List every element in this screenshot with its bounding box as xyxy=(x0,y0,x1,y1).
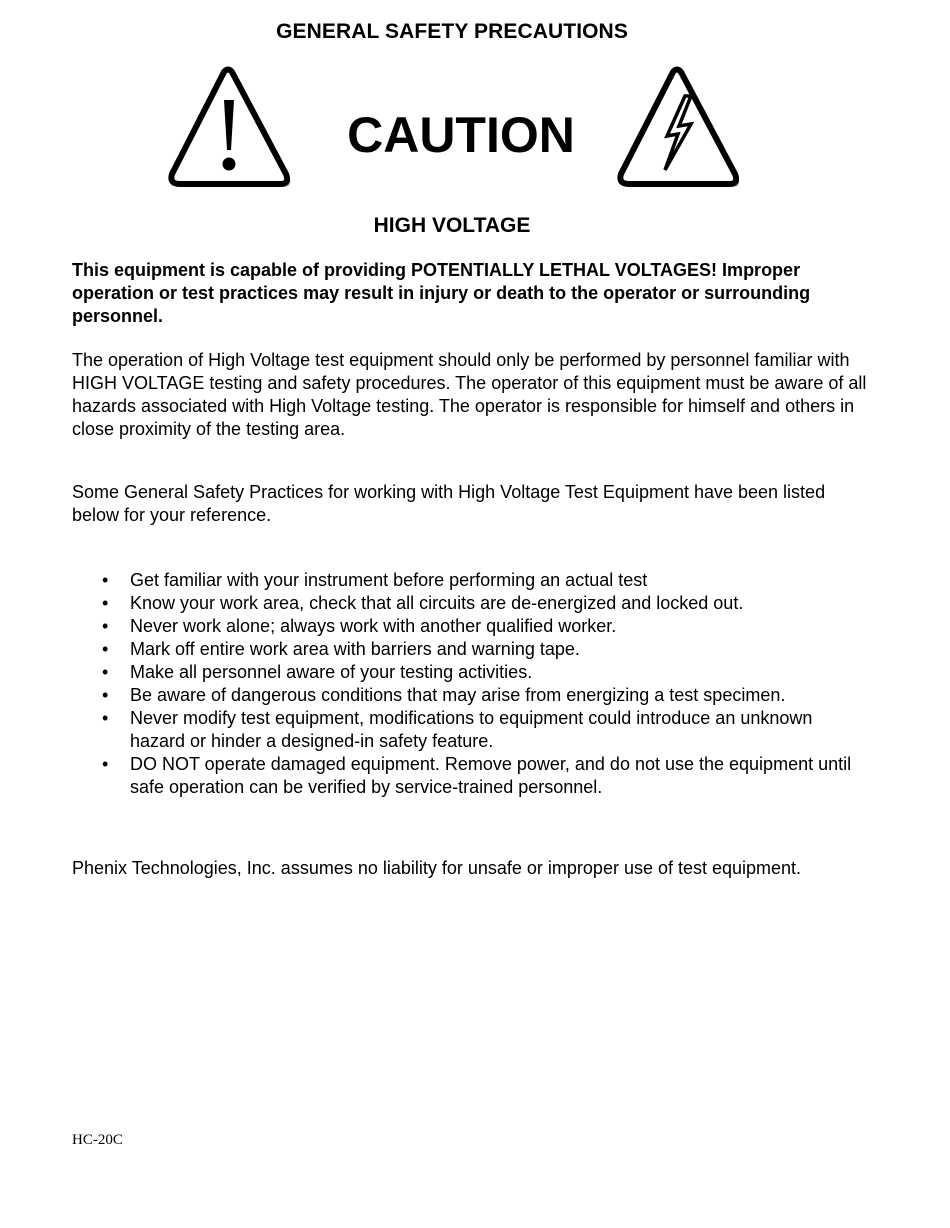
page-title: GENERAL SAFETY PRECAUTIONS xyxy=(276,20,628,43)
list-item-text: DO NOT operate damaged equipment. Remove power, and do not use the equipment until safe operation can be verified by service-trained personnel. xyxy=(130,754,852,797)
bullet-marker: • xyxy=(102,708,109,728)
exclamation-warning-triangle-icon xyxy=(166,66,292,188)
bullet-marker: • xyxy=(102,616,109,636)
list-item xyxy=(72,753,862,799)
list-item xyxy=(72,707,862,753)
list-item-text: Make all personnel aware of your testing activities. xyxy=(130,662,533,682)
bullet-marker: • xyxy=(102,570,109,590)
list-item-text: Never modify test equipment, modifications to equipment could introduce an unknown hazard or hinder a designed-in safety feature. xyxy=(130,708,813,751)
safety-practices-list xyxy=(72,569,862,799)
list-item xyxy=(72,661,862,684)
bullet-marker: • xyxy=(102,662,109,682)
list-item-text: Be aware of dangerous conditions that may arise from energizing a test specimen. xyxy=(130,685,786,705)
bullet-marker: • xyxy=(102,639,109,659)
list-item xyxy=(72,684,862,707)
list-item-text: Know your work area, check that all circuits are de-energized and locked out. xyxy=(130,593,744,613)
high-voltage-lightning-triangle-icon xyxy=(615,66,741,188)
bullet-marker: • xyxy=(102,754,109,774)
lethal-voltage-warning: This equipment is capable of providing POTENTIALLY LETHAL VOLTAGES! Improper operation or test practices may result in injury or death to the operator or surrounding personnel. xyxy=(72,260,811,326)
list-item-text: Mark off entire work area with barriers and warning tape. xyxy=(130,639,580,659)
list-item-text: Get familiar with your instrument before performing an actual test xyxy=(130,570,648,590)
list-item-text: Never work alone; always work with another qualified worker. xyxy=(130,616,617,636)
practices-intro-paragraph: Some General Safety Practices for working with High Voltage Test Equipment have been listed below for your reference. xyxy=(72,482,826,525)
document-code-footer: HC-20C xyxy=(72,1132,123,1148)
caution-label: CAUTION xyxy=(347,107,575,163)
section-subtitle: HIGH VOLTAGE xyxy=(373,214,531,237)
list-item xyxy=(72,569,862,592)
intro-paragraph: The operation of High Voltage test equipment should only be performed by personnel familiar with HIGH VOLTAGE testing and safety procedures. The operator of this equipment must be aware of all hazards associated with High Voltage testing. The operator is responsible for himself and others in close proximity of the testing area. xyxy=(72,350,867,439)
list-item xyxy=(72,592,862,615)
liability-disclaimer: Phenix Technologies, Inc. assumes no liability for unsafe or improper use of test equipment. xyxy=(72,858,802,878)
list-item xyxy=(72,638,862,661)
bullet-marker: • xyxy=(102,685,109,705)
bullet-marker: • xyxy=(102,593,109,613)
list-item xyxy=(72,615,862,638)
